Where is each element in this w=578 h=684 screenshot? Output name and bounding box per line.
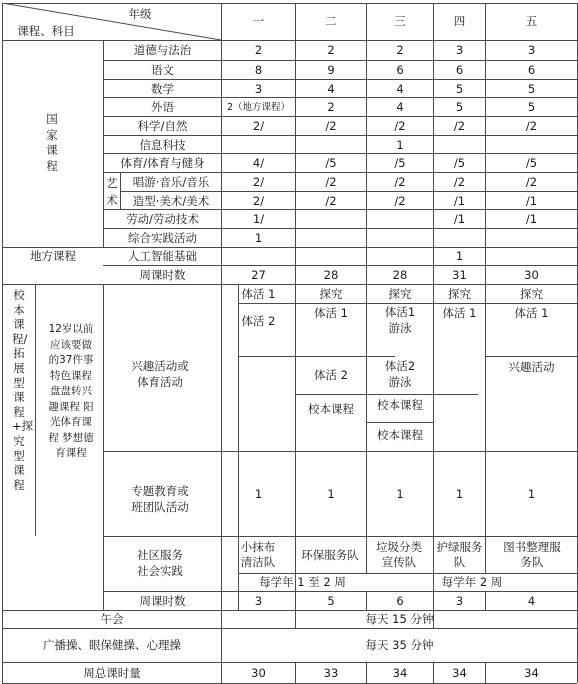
team-g4: 护绿服务队 (436, 540, 483, 569)
noon-meeting-value: 每天 15 分钟 (365, 612, 434, 626)
subject-hours-cell (367, 210, 433, 229)
subject-hours-cell (222, 136, 295, 155)
subject-hours-cell: 8 (254, 63, 263, 77)
grade-2-header: 二 (325, 14, 337, 28)
local-hours-cell: 1 (455, 249, 464, 263)
local-hours-cell (367, 248, 433, 265)
g3-activity-1: 探究 (388, 286, 412, 301)
interest-activities-label: 兴趣活动或体育活动 (131, 359, 189, 389)
weekly-hours-cell: 27 (251, 267, 266, 282)
weekly-hours-cell: 31 (452, 267, 467, 282)
national-courses-label: 国家课程 (46, 112, 58, 173)
subject-hours-cell: /2 (525, 175, 538, 189)
subject-hours-cell: /2 (394, 175, 406, 189)
subject-hours-cell (434, 136, 485, 155)
subject-hours-cell: /2 (394, 119, 406, 133)
local-hours-cell (222, 248, 295, 265)
g3-activity-3: 体活2 游泳 (384, 359, 416, 389)
local-subject-name: 人工智能基础 (128, 249, 197, 263)
subject-hours-cell: /1 (453, 212, 466, 226)
subject-hours-cell: 2 (327, 100, 335, 114)
subject-hours-cell: /2 (525, 119, 538, 133)
weekly-hours-cell: 30 (524, 267, 539, 282)
g4-activity-1: 探究 (448, 286, 471, 301)
subject-hours-cell: 5 (455, 100, 464, 114)
subject-hours-cell (486, 136, 577, 155)
grade-4-header: 四 (453, 14, 466, 28)
subject-hours-cell: /5 (453, 156, 466, 170)
subject-hours-cell: 4 (327, 82, 335, 96)
subject-hours-cell: /5 (325, 156, 337, 170)
exercise-label: 广播操、眼保健操、心理操 (43, 638, 181, 652)
table-rule (238, 356, 395, 357)
subject-name: 数学 (151, 82, 174, 96)
subject-hours-cell: /2 (325, 194, 337, 208)
weekly-hours-cell: 28 (392, 267, 408, 282)
school-courses-desc: 12岁以前应该要做的37件事 特色课程 盘盘转兴趣课程 阳光体育课程 梦想德育课程 (48, 323, 94, 459)
school-hours-cell: 3 (254, 593, 263, 608)
table-rule (103, 536, 577, 537)
g2-activity-2: 体活 1 (314, 305, 348, 320)
subject-hours-cell: 3 (455, 43, 464, 57)
local-courses-label: 地方课程 (30, 249, 76, 263)
g5-activity-2: 体活 1 (514, 305, 549, 320)
subject-hours-cell: 6 (455, 63, 464, 77)
school-hours-cell: 5 (327, 593, 335, 608)
team-g3: 垃圾分类宣传队 (376, 540, 422, 569)
g2-activity-4: 校本课程 (308, 401, 354, 416)
subject-name: 信息科技 (139, 138, 186, 152)
topic-hours-cell: 1 (527, 486, 536, 501)
table-rule (35, 284, 36, 536)
subject-name: 科学/自然 (137, 119, 188, 133)
grade-label: 年级 (128, 6, 152, 21)
weekly-total-cell: 30 (251, 665, 266, 680)
subject-hours-cell: 3 (527, 43, 536, 57)
topic-hours-cell: 1 (327, 486, 335, 501)
weekly-hours-label-2: 周课时数 (139, 593, 186, 608)
subject-hours-cell: /5 (525, 156, 538, 170)
g2-activity-3: 体活 2 (314, 367, 348, 382)
school-hours-cell: 6 (396, 593, 404, 608)
subject-hours-cell: 6 (527, 63, 536, 77)
subject-hours-cell: /2 (325, 175, 337, 189)
subject-hours-cell: 2 (396, 43, 404, 57)
g3-activity-5: 校本课程 (377, 427, 423, 442)
subject-hours-cell: 5 (527, 100, 536, 114)
subject-name: 劳动/劳动技术 (126, 212, 199, 226)
g4-activity-2: 体活 1 (442, 305, 477, 320)
grade-3-header: 三 (394, 14, 406, 28)
subject-name: 综合实践活动 (128, 231, 197, 245)
g5-activity-3: 兴趣活动 (508, 359, 555, 374)
topic-hours-cell: 1 (455, 486, 464, 501)
school-hours-cell: 4 (527, 593, 536, 608)
topic-education-label: 专题教育或班团队活动 (131, 484, 189, 514)
exercise-value: 每天 35 分钟 (365, 638, 434, 652)
subject-hours-cell (296, 210, 366, 229)
subject-name: 唱游·音乐/音乐 (132, 175, 210, 189)
subject-hours-cell (367, 229, 433, 248)
subject-hours-cell: /2 (394, 194, 406, 208)
subject-name: 外语 (151, 100, 174, 114)
subject-hours-cell: 6 (396, 63, 404, 77)
community-frequency-b: 每学年 2 周 (441, 575, 503, 589)
subject-hours-cell (296, 136, 366, 155)
subject-hours-cell: /1 (525, 194, 538, 208)
subject-hours-cell: 4 (396, 100, 404, 114)
team-g1: 小抹布清洁队 (240, 540, 276, 569)
weekly-total-label: 周总课时量 (83, 665, 141, 680)
topic-hours-cell: 1 (396, 486, 404, 501)
weekly-hours-label: 周课时数 (139, 267, 186, 282)
subject-hours-cell: 1 (254, 231, 263, 245)
subject-name: 道德与法治 (133, 43, 192, 57)
g1-activity-1: 体活 1 (241, 286, 276, 301)
school-courses-label: 校本课程/拓展型课程+探究型课程 (12, 288, 34, 492)
arts-label: 艺术 (106, 176, 118, 207)
subject-hours-cell: /2 (453, 119, 466, 133)
subject-hours-cell: 2/ (252, 119, 265, 133)
subject-hours-cell (486, 229, 577, 248)
course-label: 课程、科目 (17, 23, 75, 38)
g1-activity-2: 体活 2 (241, 313, 276, 328)
subject-name: 语文 (151, 63, 174, 77)
subject-hours-cell: /5 (394, 156, 406, 170)
subject-hours-cell: 9 (327, 63, 335, 77)
g3-activity-4: 校本课程 (377, 397, 423, 412)
school-hours-cell: 3 (455, 593, 464, 608)
local-hours-cell (486, 248, 577, 265)
grade-1-header: 一 (252, 14, 265, 28)
subject-hours-cell: 4 (396, 82, 404, 96)
subject-hours-cell: /1 (525, 212, 538, 226)
subject-hours-cell: /2 (325, 119, 337, 133)
subject-hours-cell: 2/ (252, 175, 265, 189)
weekly-total-cell: 34 (392, 665, 408, 680)
team-g5: 图书整理服务队 (503, 540, 561, 569)
subject-hours-cell: 2 (327, 43, 335, 57)
subject-name: 体育/体育与健身 (120, 156, 205, 170)
weekly-hours-cell: 28 (323, 267, 339, 282)
g3-activity-2: 体活1 游泳 (384, 305, 416, 335)
table-rule (2, 3, 3, 683)
subject-hours-cell: 1/ (252, 212, 265, 226)
subject-name: 造型·美术/美术 (132, 194, 210, 208)
community-frequency-a: 每学年 1 至 2 周 (259, 575, 346, 589)
noon-meeting-label: 午会 (100, 612, 124, 626)
weekly-total-cell: 33 (323, 665, 339, 680)
subject-hours-cell: 2 (254, 43, 263, 57)
subject-hours-cell: 5 (527, 82, 536, 96)
topic-hours-cell: 1 (254, 486, 263, 501)
subject-hours-cell (434, 229, 485, 248)
table-rule (366, 422, 433, 423)
grade-5-header: 五 (525, 14, 538, 28)
weekly-total-cell: 34 (452, 665, 467, 680)
subject-hours-cell: 2（地方课程） (226, 102, 291, 113)
subject-hours-cell: 2/ (252, 194, 265, 208)
team-g2: 环保服务队 (301, 547, 359, 562)
weekly-total-cell: 34 (524, 665, 539, 680)
subject-hours-cell (296, 229, 366, 248)
subject-hours-cell: 3 (254, 82, 263, 96)
g5-activity-1: 探究 (520, 286, 543, 301)
subject-hours-cell: 5 (455, 82, 464, 96)
community-service-label: 社区服务社会实践 (137, 548, 183, 578)
local-hours-cell (296, 248, 366, 265)
subject-hours-cell: /1 (453, 194, 466, 208)
subject-hours-cell: 4/ (252, 156, 265, 170)
g2-activity-1: 探究 (319, 286, 343, 301)
subject-hours-cell: 1 (396, 138, 404, 152)
table-rule (103, 284, 104, 610)
subject-hours-cell: /2 (453, 175, 466, 189)
